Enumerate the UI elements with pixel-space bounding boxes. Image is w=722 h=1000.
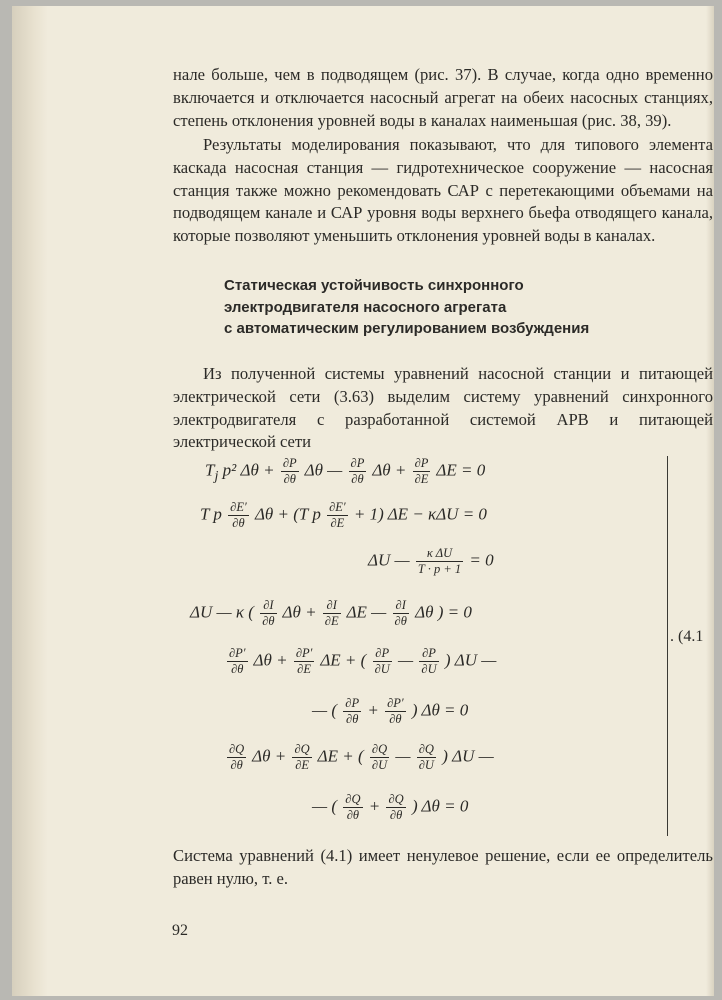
equation-7: $\frac{\partial Q}{\partial\theta}$ Δθ + $\frac{\partial Q}{\partial E}$ ΔE + ( $\frac{\partial Q}{\partial U}$ — $\frac{\partial Q}{\partial U}$ ) ΔU — [229, 742, 494, 772]
system-brace [667, 456, 678, 836]
equation-5: $\frac{\partial P'}{\partial\theta}$ Δθ + $\frac{\partial P'}{\partial E}$ ΔE + ( $\frac{\partial P}{\partial U}$ — $\frac{\partial P}{\partial U}$ ) ΔU — [229, 646, 497, 676]
section-heading [224, 275, 694, 340]
paragraph-top-2: Результаты моделирования показывают, что для типового элемента каскада насосная станция — гидротехническое сооружение — насосная станция также можно рекомендовать САР с перетекающими объемами на подводящем канале и САР уровня воды верхнего бьефа отводящего канала, которые позволяют уменьшить отклонения уровней воды в каналах. [173, 135, 713, 246]
equation-number: . (4.1 [670, 628, 704, 645]
equation-6: — ( $\frac{\partial P}{\partial\theta}$ + $\frac{\partial P'}{\partial\theta}$ ) Δθ = 0 [312, 696, 469, 726]
paragraph-top-1: нале больше, чем в подводящем (рис. 37). В случае, когда одно временно включается и отключается насосный агрегат на обеих насосных станциях, степень отклонения уровней воды в каналах наименьшая (рис. 38, 39). [173, 65, 713, 130]
heading-line-2: электродвигателя насосного агрегата [224, 298, 507, 316]
equation-3: ΔU — $\frac{\text{κ ΔU}}{T \cdot p + 1}$ = 0 [368, 546, 494, 576]
equation-1: $T_j$ p² Δθ + $\frac{\partial P}{\partial\theta}$ Δθ — $\frac{\partial P}{\partial\theta}$ Δθ + $\frac{\partial P}{\partial E}$ ΔE = 0 [205, 456, 486, 486]
page-gutter [12, 6, 48, 996]
page-number: 92 [172, 922, 188, 939]
heading-line-3: с автоматическим регулированием возбуждения [224, 320, 590, 337]
heading-line-1: Статическая устойчивость синхронного [224, 277, 524, 294]
equation-8: — ( $\frac{\partial Q}{\partial\theta}$ + $\frac{\partial Q}{\partial\theta}$ ) Δθ = 0 [312, 792, 469, 822]
paragraph-bottom: Система уравнений (4.1) имеет ненулевое решение, если ее определитель равен нулю, т. е. [173, 846, 713, 888]
paragraph-intro: Из полученной системы уравнений насосной станции и питающей электрической сети (3.63) выделим систему уравнений синхронного электродвигателя с разработанной системой АРВ и питающей электрической сети [173, 364, 713, 452]
equation-2: T p $\frac{\partial E'}{\partial\theta}$ Δθ + (T p $\frac{\partial E'}{\partial E}$ + 1) ΔE − κΔU = 0 [200, 500, 487, 530]
equation-4: ΔU — κ ( $\frac{\partial I}{\partial\theta}$ Δθ + $\frac{\partial I}{\partial E}$ ΔE — $\frac{\partial I}{\partial\theta}$ Δθ ) = 0 [190, 598, 472, 628]
